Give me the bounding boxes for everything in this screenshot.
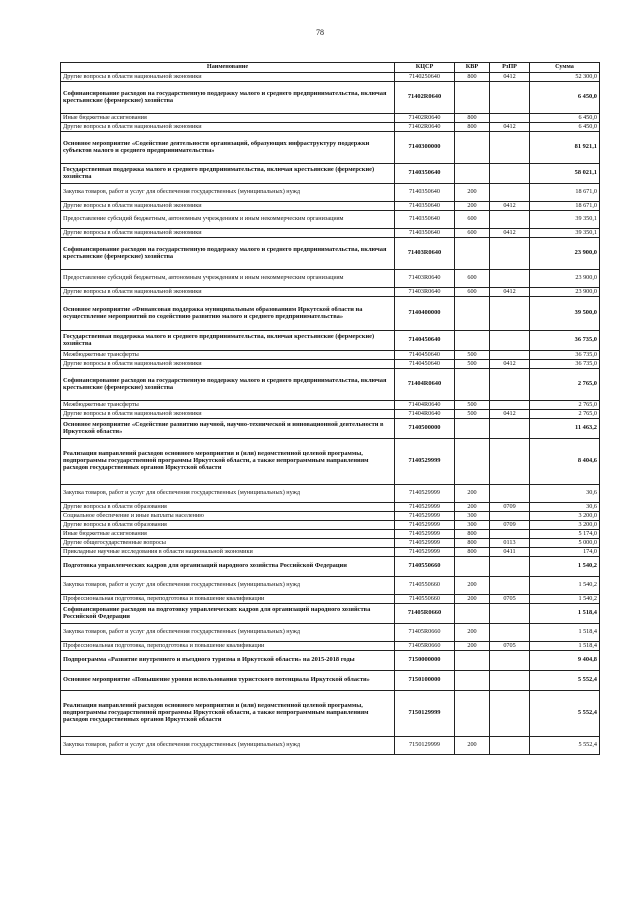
cell-name: Иные бюджетные ассигнования: [61, 114, 395, 123]
table-row: [61, 229, 600, 238]
table-row: [61, 351, 600, 360]
cell-kcsr: 7150000000: [395, 651, 455, 671]
cell-sum: 5 552,4: [530, 691, 600, 737]
table-row: [61, 642, 600, 651]
table-row: [61, 114, 600, 123]
cell-rzpr: [490, 184, 530, 202]
cell-name: Другие вопросы в области национальной экономики: [61, 123, 395, 132]
cell-kvr: 500: [455, 360, 490, 369]
cell-sum: 1 518,4: [530, 642, 600, 651]
cell-kcsr: 7140529999: [395, 503, 455, 512]
cell-kcsr: 7140450640: [395, 331, 455, 351]
cell-kvr: 800: [455, 539, 490, 548]
cell-name: Основное мероприятие «Содействие развитию научной, научно-технической и инновационной деятельности в Иркутской области»: [61, 419, 395, 439]
cell-rzpr: 0412: [490, 123, 530, 132]
cell-sum: 18 671,0: [530, 202, 600, 211]
cell-name: Другие вопросы в области национальной экономики: [61, 288, 395, 297]
cell-name: Софинансирование расходов на подготовку управленческих кадров для организаций народного хозяйства Российской Федерации: [61, 604, 395, 624]
cell-rzpr: [490, 419, 530, 439]
cell-rzpr: [490, 691, 530, 737]
cell-name: Закупка товаров, работ и услуг для обеспечения государственных (муниципальных) нужд: [61, 184, 395, 202]
cell-kvr: [455, 331, 490, 351]
cell-sum: 30,6: [530, 485, 600, 503]
cell-kvr: [455, 651, 490, 671]
cell-sum: 9 404,8: [530, 651, 600, 671]
cell-name: Профессиональная подготовка, переподготовка и повышение квалификации: [61, 595, 395, 604]
cell-name: Закупка товаров, работ и услуг для обеспечения государственных (муниципальных) нужд: [61, 485, 395, 503]
cell-sum: 23 900,0: [530, 238, 600, 270]
cell-rzpr: [490, 624, 530, 642]
cell-rzpr: [490, 439, 530, 485]
cell-kcsr: 7150100000: [395, 671, 455, 691]
cell-name: Другие вопросы в области национальной экономики: [61, 360, 395, 369]
cell-name: Иные бюджетные ассигнования: [61, 530, 395, 539]
cell-rzpr: [490, 557, 530, 577]
table-row: [61, 164, 600, 184]
cell-kcsr: 71403R0640: [395, 288, 455, 297]
cell-kvr: 200: [455, 202, 490, 211]
cell-kcsr: 7140529999: [395, 539, 455, 548]
cell-rzpr: 0412: [490, 202, 530, 211]
cell-kcsr: 7140350640: [395, 229, 455, 238]
cell-sum: 5 174,0: [530, 530, 600, 539]
cell-rzpr: 0412: [490, 73, 530, 82]
cell-rzpr: 0412: [490, 410, 530, 419]
cell-sum: 23 900,0: [530, 270, 600, 288]
cell-sum: 39 350,1: [530, 229, 600, 238]
cell-kcsr: 7140529999: [395, 548, 455, 557]
cell-kcsr: 7140529999: [395, 530, 455, 539]
table-row: [61, 238, 600, 270]
cell-name: Предоставление субсидий бюджетным, автономным учреждениям и иным некоммерческим организациям: [61, 270, 395, 288]
cell-name: Закупка товаров, работ и услуг для обеспечения государственных (муниципальных) нужд: [61, 577, 395, 595]
table-row: [61, 539, 600, 548]
table-row: [61, 651, 600, 671]
table-row: [61, 331, 600, 351]
cell-name: Другие вопросы в области образования: [61, 521, 395, 530]
table-row: [61, 737, 600, 755]
cell-kcsr: 71403R0640: [395, 270, 455, 288]
cell-kvr: [455, 691, 490, 737]
table-row: [61, 123, 600, 132]
table-row: [61, 521, 600, 530]
cell-kcsr: 7140529999: [395, 439, 455, 485]
table-row: [61, 577, 600, 595]
cell-kvr: [455, 238, 490, 270]
cell-kcsr: 7140350640: [395, 184, 455, 202]
cell-rzpr: [490, 401, 530, 410]
cell-name: Реализация направлений расходов основного мероприятия и (или) ведомственной целевой программы, подпрограммы государственной программы Иркутской области, а также непрограммным направлениям расходов государственных органов Иркутской области: [61, 691, 395, 737]
cell-kcsr: 71402R0640: [395, 82, 455, 114]
cell-kvr: 200: [455, 737, 490, 755]
cell-sum: 6 450,0: [530, 114, 600, 123]
cell-kcsr: 7140529999: [395, 521, 455, 530]
cell-sum: 23 900,0: [530, 288, 600, 297]
cell-sum: 81 921,1: [530, 132, 600, 164]
table-row: [61, 557, 600, 577]
budget-table: [60, 62, 600, 755]
cell-kcsr: 71405R0660: [395, 642, 455, 651]
cell-sum: 6 450,0: [530, 82, 600, 114]
cell-name: Другие вопросы в области национальной экономики: [61, 202, 395, 211]
cell-kcsr: 7140450640: [395, 351, 455, 360]
cell-name: Реализация направлений расходов основного мероприятия и (или) ведомственной целевой программы, подпрограммы государственной программы Иркутской области, а также непрограммным направлениям расходов государственных органов Иркутской области: [61, 439, 395, 485]
cell-rzpr: [490, 530, 530, 539]
table-row: [61, 691, 600, 737]
cell-kvr: 200: [455, 485, 490, 503]
cell-name: Софинансирование расходов на государственную поддержку малого и среднего предпринимательства, включая крестьянские (фермерские) хозяйства: [61, 82, 395, 114]
cell-name: Подпрограмма «Развитие внутреннего и въездного туризма в Иркутской области» на 2015-2018 годы: [61, 651, 395, 671]
cell-kvr: 800: [455, 123, 490, 132]
cell-kvr: 200: [455, 577, 490, 595]
cell-kvr: 800: [455, 114, 490, 123]
cell-rzpr: 0705: [490, 642, 530, 651]
cell-rzpr: 0411: [490, 548, 530, 557]
cell-kcsr: 71402R0640: [395, 114, 455, 123]
cell-rzpr: [490, 577, 530, 595]
cell-name: Прикладные научные исследования в области национальной экономики: [61, 548, 395, 557]
cell-rzpr: [490, 297, 530, 331]
header-name: Наименование: [61, 63, 395, 73]
cell-kvr: [455, 82, 490, 114]
cell-rzpr: 0412: [490, 360, 530, 369]
cell-kvr: 600: [455, 270, 490, 288]
cell-sum: 2 765,0: [530, 369, 600, 401]
table-row: [61, 419, 600, 439]
cell-rzpr: [490, 164, 530, 184]
cell-sum: 3 200,0: [530, 521, 600, 530]
cell-rzpr: 0709: [490, 521, 530, 530]
cell-sum: 8 404,6: [530, 439, 600, 485]
cell-sum: 18 671,0: [530, 184, 600, 202]
cell-kvr: 200: [455, 184, 490, 202]
cell-sum: 2 765,0: [530, 410, 600, 419]
cell-kcsr: 7140300000: [395, 132, 455, 164]
cell-kvr: 800: [455, 530, 490, 539]
cell-kcsr: 71402R0640: [395, 123, 455, 132]
cell-rzpr: 0113: [490, 539, 530, 548]
cell-rzpr: [490, 512, 530, 521]
cell-kvr: 300: [455, 512, 490, 521]
cell-sum: 39 500,0: [530, 297, 600, 331]
cell-name: Софинансирование расходов на государственную поддержку малого и среднего предпринимательства, включая крестьянские (фермерские) хозяйства: [61, 369, 395, 401]
cell-kcsr: 7140529999: [395, 485, 455, 503]
table-row: [61, 297, 600, 331]
cell-kcsr: 7140529999: [395, 512, 455, 521]
table-row: [61, 671, 600, 691]
cell-name: Основное мероприятие «Повышение уровня использования туристского потенциала Иркутской области»: [61, 671, 395, 691]
page-number: 78: [316, 28, 324, 37]
cell-kcsr: 7140350640: [395, 164, 455, 184]
cell-sum: 58 021,1: [530, 164, 600, 184]
cell-kcsr: 71405R0660: [395, 604, 455, 624]
cell-kvr: [455, 164, 490, 184]
table-row: [61, 624, 600, 642]
cell-kvr: 200: [455, 642, 490, 651]
cell-sum: 2 765,0: [530, 401, 600, 410]
cell-kvr: 300: [455, 521, 490, 530]
cell-sum: 1 518,4: [530, 624, 600, 642]
cell-kcsr: 7140500000: [395, 419, 455, 439]
cell-kvr: 200: [455, 595, 490, 604]
cell-kvr: 500: [455, 410, 490, 419]
cell-name: Другие вопросы в области национальной экономики: [61, 229, 395, 238]
table-row: [61, 548, 600, 557]
cell-name: Межбюджетные трансферты: [61, 401, 395, 410]
table-row: [61, 360, 600, 369]
cell-rzpr: [490, 132, 530, 164]
cell-sum: 36 735,0: [530, 351, 600, 360]
cell-rzpr: [490, 671, 530, 691]
cell-rzpr: [490, 211, 530, 229]
table-row: [61, 439, 600, 485]
cell-kcsr: 71405R0660: [395, 624, 455, 642]
cell-kvr: 600: [455, 229, 490, 238]
cell-kcsr: 7140350640: [395, 211, 455, 229]
cell-sum: 1 540,2: [530, 595, 600, 604]
cell-kcsr: 71404R0640: [395, 401, 455, 410]
table-row: [61, 595, 600, 604]
cell-name: Другие вопросы в области национальной экономики: [61, 410, 395, 419]
cell-sum: 5 552,4: [530, 671, 600, 691]
cell-name: Основное мероприятие «Финансовая поддержка муниципальным образованиям Иркутской области на осуществление мероприятий по содействию развитию малого и среднего предпринимательства»: [61, 297, 395, 331]
table-header-row: [61, 63, 600, 73]
cell-kvr: [455, 297, 490, 331]
cell-kvr: 600: [455, 211, 490, 229]
cell-kcsr: 7150129999: [395, 737, 455, 755]
table-row: [61, 604, 600, 624]
cell-kvr: [455, 439, 490, 485]
cell-name: Подготовка управленческих кадров для организаций народного хозяйства Российской Федерации: [61, 557, 395, 577]
cell-sum: 36 735,0: [530, 360, 600, 369]
cell-sum: 6 450,0: [530, 123, 600, 132]
cell-name: Другие вопросы в области образования: [61, 503, 395, 512]
table-body: [61, 73, 600, 755]
cell-rzpr: 0705: [490, 595, 530, 604]
cell-rzpr: 0412: [490, 229, 530, 238]
table-row: [61, 132, 600, 164]
cell-sum: 39 350,1: [530, 211, 600, 229]
cell-rzpr: [490, 651, 530, 671]
cell-kcsr: 7140250640: [395, 73, 455, 82]
table-row: [61, 369, 600, 401]
cell-rzpr: [490, 604, 530, 624]
cell-rzpr: [490, 331, 530, 351]
cell-kvr: 200: [455, 503, 490, 512]
cell-kcsr: 7140450640: [395, 360, 455, 369]
cell-rzpr: 0412: [490, 288, 530, 297]
cell-kcsr: 7140550660: [395, 557, 455, 577]
cell-sum: 36 735,0: [530, 331, 600, 351]
cell-sum: 174,0: [530, 548, 600, 557]
cell-kvr: 200: [455, 624, 490, 642]
table-row: [61, 202, 600, 211]
cell-kvr: 800: [455, 73, 490, 82]
header-rzpr: РзПР: [490, 63, 530, 73]
cell-rzpr: [490, 737, 530, 755]
cell-rzpr: [490, 369, 530, 401]
header-kvr: КВР: [455, 63, 490, 73]
cell-kcsr: 7150129999: [395, 691, 455, 737]
cell-kcsr: 71403R0640: [395, 238, 455, 270]
cell-kvr: [455, 419, 490, 439]
cell-kvr: [455, 671, 490, 691]
cell-name: Государственная поддержка малого и среднего предпринимательства, включая крестьянские (фермерские) хозяйства: [61, 164, 395, 184]
table-row: [61, 530, 600, 539]
cell-kcsr: 7140350640: [395, 202, 455, 211]
table-row: [61, 211, 600, 229]
cell-sum: 3 200,0: [530, 512, 600, 521]
cell-sum: 11 463,2: [530, 419, 600, 439]
table-row: [61, 82, 600, 114]
cell-sum: 1 540,2: [530, 557, 600, 577]
table-row: [61, 485, 600, 503]
cell-name: Предоставление субсидий бюджетным, автономным учреждениям и иным некоммерческим организациям: [61, 211, 395, 229]
table-row: [61, 512, 600, 521]
cell-kcsr: 7140400000: [395, 297, 455, 331]
table-row: [61, 270, 600, 288]
cell-name: Другие вопросы в области национальной экономики: [61, 73, 395, 82]
cell-name: Закупка товаров, работ и услуг для обеспечения государственных (муниципальных) нужд: [61, 737, 395, 755]
cell-rzpr: [490, 351, 530, 360]
cell-rzpr: [490, 114, 530, 123]
cell-kcsr: 71404R0640: [395, 369, 455, 401]
cell-kvr: 500: [455, 401, 490, 410]
cell-sum: 5 552,4: [530, 737, 600, 755]
cell-name: Закупка товаров, работ и услуг для обеспечения государственных (муниципальных) нужд: [61, 624, 395, 642]
cell-sum: 1 518,4: [530, 604, 600, 624]
cell-kcsr: 7140550660: [395, 595, 455, 604]
cell-rzpr: [490, 82, 530, 114]
table-row: [61, 401, 600, 410]
cell-sum: 1 540,2: [530, 577, 600, 595]
cell-rzpr: [490, 270, 530, 288]
cell-name: Межбюджетные трансферты: [61, 351, 395, 360]
cell-name: Другие общегосударственные вопросы: [61, 539, 395, 548]
table-row: [61, 503, 600, 512]
cell-kvr: [455, 604, 490, 624]
table-row: [61, 288, 600, 297]
cell-kvr: 600: [455, 288, 490, 297]
cell-name: Основное мероприятие «Содействие деятельности организаций, образующих инфраструктуру поддержки субъектов малого и среднего предпринимательства»: [61, 132, 395, 164]
cell-kvr: 800: [455, 548, 490, 557]
cell-kvr: 500: [455, 351, 490, 360]
cell-rzpr: [490, 485, 530, 503]
header-sum: Сумма: [530, 63, 600, 73]
cell-kcsr: 7140550660: [395, 577, 455, 595]
table-row: [61, 184, 600, 202]
cell-name: Государственная поддержка малого и среднего предпринимательства, включая крестьянские (фермерские) хозяйства: [61, 331, 395, 351]
cell-sum: 30,6: [530, 503, 600, 512]
cell-name: Софинансирование расходов на государственную поддержку малого и среднего предпринимательства, включая крестьянские (фермерские) хозяйства: [61, 238, 395, 270]
cell-sum: 52 300,0: [530, 73, 600, 82]
cell-kvr: [455, 557, 490, 577]
table-row: [61, 73, 600, 82]
cell-rzpr: 0709: [490, 503, 530, 512]
cell-name: Социальное обеспечение и иные выплаты населению: [61, 512, 395, 521]
cell-kvr: [455, 369, 490, 401]
table-row: [61, 410, 600, 419]
header-kcsr: КЦСР: [395, 63, 455, 73]
cell-name: Профессиональная подготовка, переподготовка и повышение квалификации: [61, 642, 395, 651]
cell-sum: 5 000,0: [530, 539, 600, 548]
cell-kvr: [455, 132, 490, 164]
cell-kcsr: 71404R0640: [395, 410, 455, 419]
cell-rzpr: [490, 238, 530, 270]
